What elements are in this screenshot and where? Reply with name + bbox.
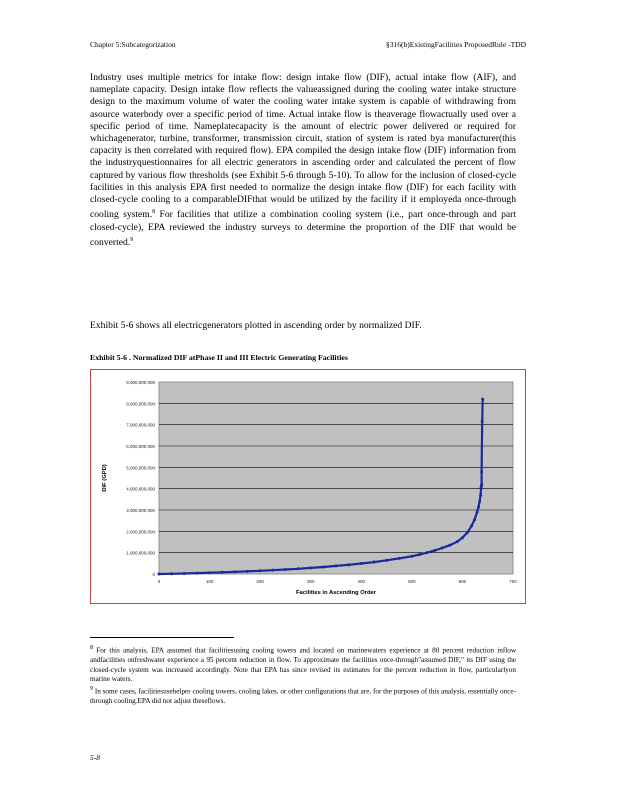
x-tick-label: 0 <box>157 579 161 584</box>
dif-point <box>221 571 224 574</box>
dif-point <box>195 572 198 575</box>
dif-point <box>398 557 401 560</box>
dif-point <box>183 572 186 575</box>
y-tick-label: 6,000,000,000 <box>126 444 155 449</box>
dif-point <box>347 563 350 566</box>
dif-point <box>271 569 274 572</box>
dif-point <box>158 573 161 576</box>
dif-point <box>208 571 211 574</box>
dif-point <box>297 567 300 570</box>
footnote-8-text: For this analysis, EPA assumed that facilitiesusing cooling towers and located on marinewaters experience at 80 percent reduction inflow andfacilities onfreshwater experience a 95 percent reduction in flow. To approximate the facilities once-through"assumed DIF," its DIF using the closed-cycle system was increased accordingly. Note that EPA has since revised its estimates for the percent reduction in flow, particularlyon marine waters. <box>90 646 517 684</box>
x-tick-label: 500 <box>408 579 416 584</box>
y-tick-label: 2,000,000,000 <box>126 529 155 535</box>
paragraph-text-cont: For facilities that utilize a combination cooling system (i.e., part once-through and part closed-cycle), EPA reviewed the industry surveys to determine the proportion of the DIF that would be converted. <box>90 209 516 249</box>
dif-point <box>479 494 482 497</box>
dif-point <box>481 398 484 401</box>
footnote-8 <box>90 644 516 685</box>
y-tick-label: 4,000,000,000 <box>126 486 155 492</box>
dif-point <box>441 546 444 549</box>
dif-point <box>480 471 483 474</box>
dif-point <box>470 525 473 528</box>
dif-point <box>448 544 451 547</box>
dif-point <box>477 505 480 508</box>
footnote-ref-9[interactable]: 9 <box>130 236 134 243</box>
dif-point <box>481 420 484 423</box>
dif-point <box>433 549 436 552</box>
y-axis-label: DIF (GPD) <box>102 464 108 492</box>
y-tick-label: 3,000,000,000 <box>126 508 155 513</box>
chart-frame <box>90 369 526 604</box>
dif-point <box>410 555 413 558</box>
dif-point <box>478 500 481 503</box>
x-tick-label: 400 <box>357 579 366 584</box>
dif-point <box>259 569 262 572</box>
x-axis-label: Facilities in Ascending Order <box>296 590 376 596</box>
dif-point <box>322 565 325 568</box>
y-tick-label: 9,000,000,000 <box>126 380 155 385</box>
x-tick-label: 700 <box>509 579 517 584</box>
dif-point <box>426 551 429 554</box>
footnote-rule <box>90 637 234 638</box>
page-number: 5-8 <box>90 753 100 762</box>
dif-point <box>372 561 375 564</box>
dif-point <box>476 511 479 514</box>
y-tick-label: 7,000,000,000 <box>126 422 155 428</box>
dif-point <box>284 568 287 571</box>
dif-point <box>246 570 249 573</box>
x-tick-label: 300 <box>306 579 315 584</box>
dif-scatter-chart <box>91 370 525 603</box>
x-tick-label: 600 <box>458 579 467 584</box>
x-tick-label: 200 <box>256 579 264 584</box>
x-tick-label: 100 <box>205 579 214 584</box>
header-chapter: Chapter 5:Subcategorization <box>90 40 176 49</box>
footnote-9 <box>90 685 516 707</box>
dif-point <box>466 531 469 534</box>
dif-point <box>385 559 388 562</box>
dif-point <box>170 572 173 575</box>
dif-point <box>360 562 363 565</box>
y-tick-label: 0 <box>152 572 155 577</box>
dif-point <box>309 566 312 569</box>
header-section: §316(b)ExistingFacilities ProposedRule -TDD <box>386 40 526 49</box>
body-paragraph-2: Exhibit 5-6 shows all electricgenerators plotted in ascending order by normalized DIF. <box>90 320 422 331</box>
body-paragraph-1 <box>90 72 516 249</box>
plot-area <box>159 382 513 574</box>
footnote-9-text: In some cases, facilitiesusehelper cooling towers, cooling lakes, or other configurations that are, for the purposes of this analysis, essentially once-through cooling.EPA did not adjust theseflows. <box>90 687 516 705</box>
footnote-9-mark: 9 <box>90 685 93 692</box>
footnote-ref-8[interactable]: 8 <box>152 209 156 216</box>
dif-point <box>335 564 338 567</box>
exhibit-title: Exhibit 5-6 . Normalized DIF atPhase II and III Electric Generating Facilities <box>90 353 348 362</box>
dif-point <box>461 536 464 539</box>
dif-point <box>418 553 421 556</box>
dif-point <box>473 518 476 521</box>
y-tick-label: 8,000,000,000 <box>126 401 155 407</box>
dif-point <box>480 483 483 486</box>
paragraph-text: Industry uses multiple metrics for intake flow: design intake flow (DIF), actual intake flow (AIF), and nameplate capacity. Design intake flow reflects the valueassigned during the cooling water intake structure design to the maximum volume of water the cooling water intake system is capable of withdrawing from asource waterbody over a specific period of time. Actual intake flow is theaverage flowactually used over a specific period of time. Nameplatecapacity is the amount of electric power delivered or required for whichagenerator, turbine, transformer, transmission circuit, station of system is rated bya manufacturer(this capacity is then correlated with required flow). EPA compiled the design intake flow (DIF) information from the industryquestionnaires for all electric generators in ascending order and calculated the percent of flow captured by various flow thresholds (see Exhibit 5-6 through 5-10). To allow for the inclusion of closed-cycle facilities in this analysis EPA first needed to normalize the design intake flow (DIF) for each facility with closed-cycle cooling to a comparableDIFthat would be utilized by the facility if it employeda once-through cooling system. <box>90 72 516 221</box>
y-tick-label: 1,000,000,000 <box>126 550 155 556</box>
footnotes <box>90 644 516 706</box>
y-tick-label: 5,000,000,000 <box>126 465 155 471</box>
dif-point <box>233 570 236 573</box>
dif-point <box>456 540 459 543</box>
footnote-8-mark: 8 <box>90 645 93 651</box>
